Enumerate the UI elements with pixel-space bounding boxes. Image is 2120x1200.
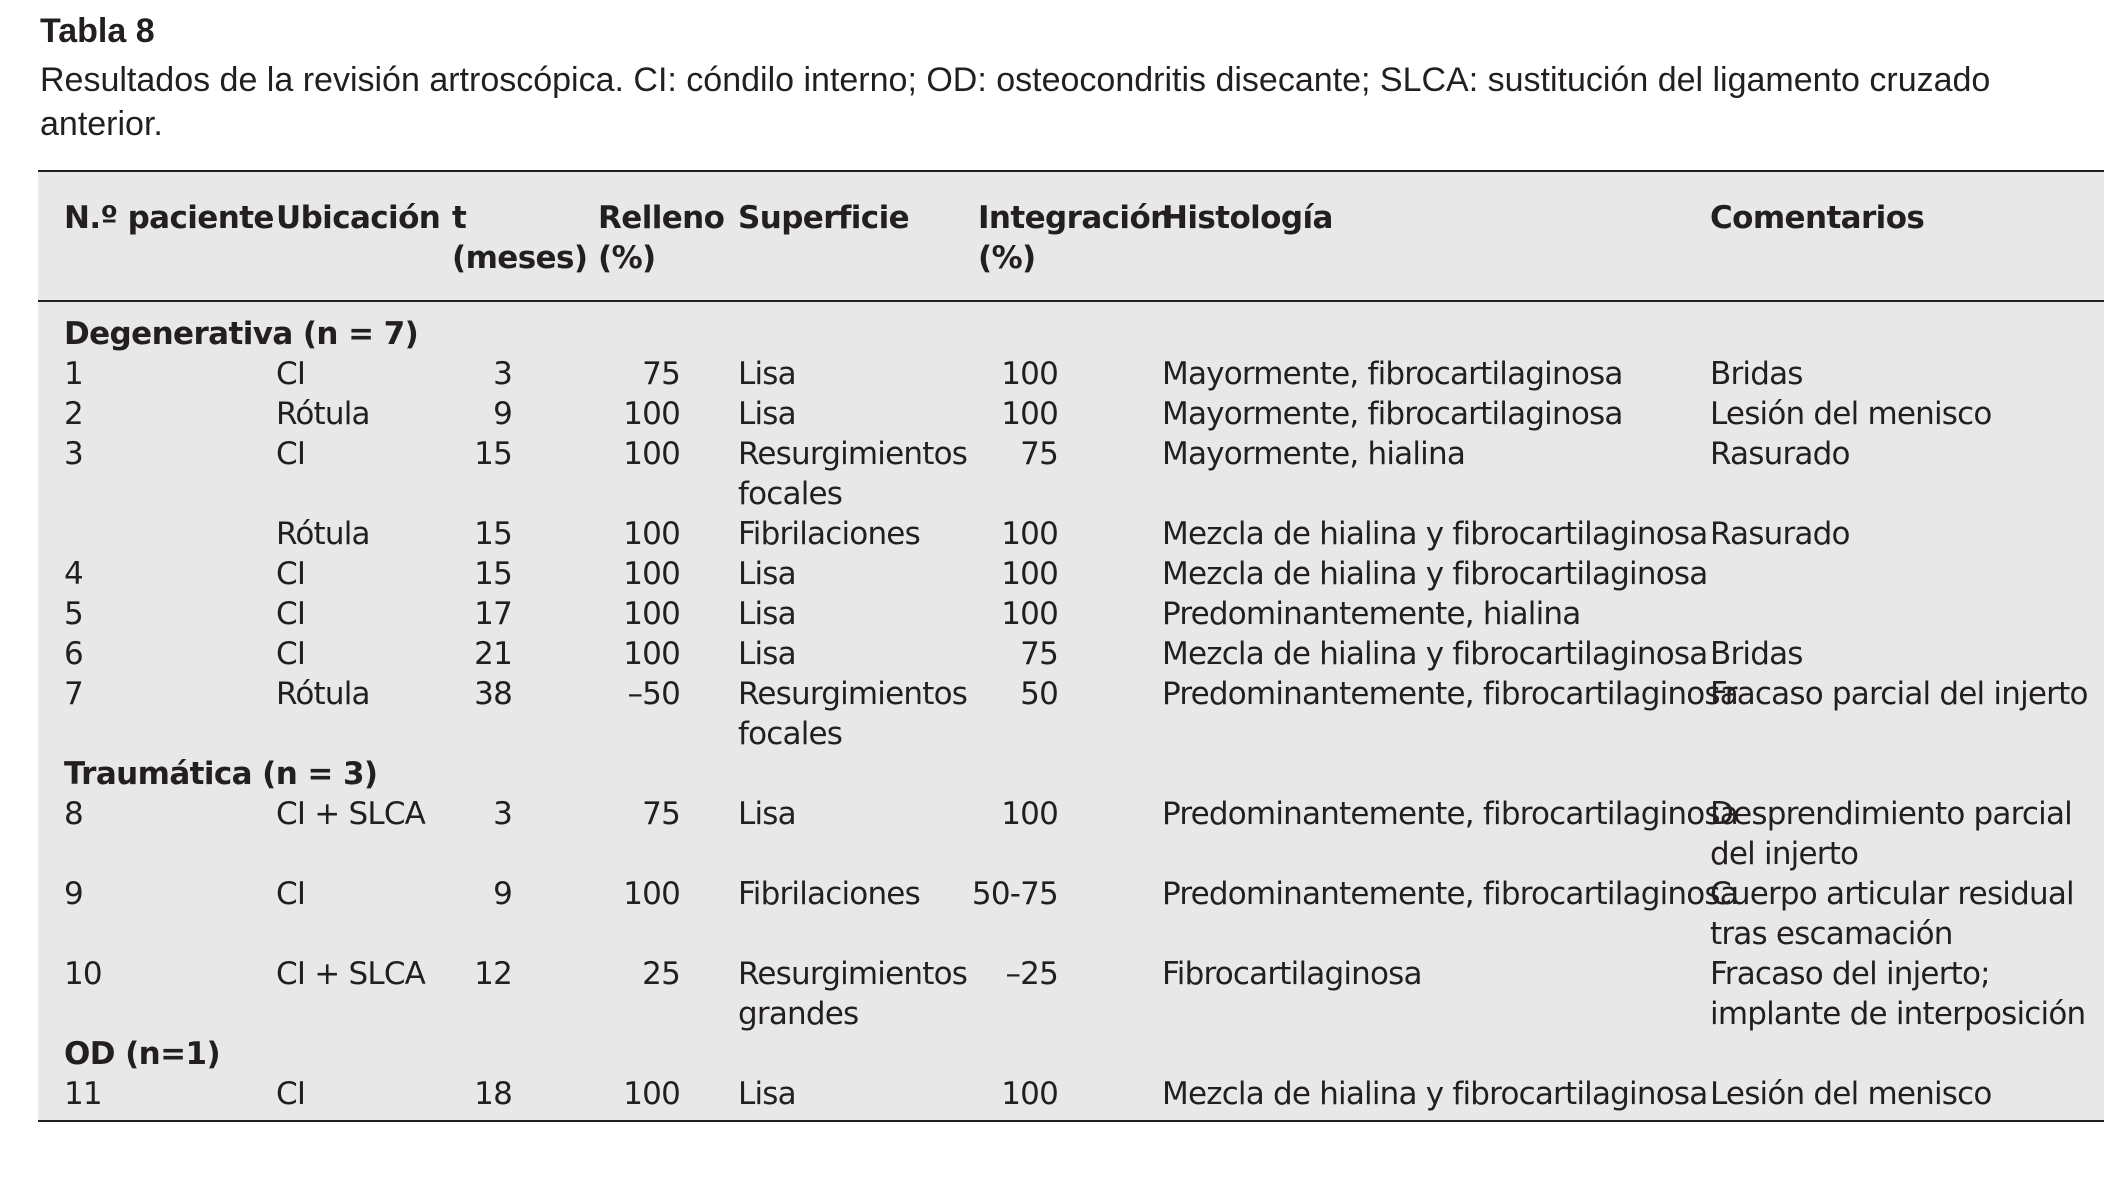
cell-integracion: 75 (1020, 636, 1058, 672)
cell-superficie: Fibrilaciones (738, 516, 920, 552)
cell-paciente: 3 (64, 436, 83, 472)
cell-relleno: 25 (642, 956, 680, 992)
cell-comentarios: Rasurado (1710, 516, 1850, 552)
cell-comentarios: Fracaso parcial del injerto (1710, 676, 2088, 712)
cell-t: 15 (474, 556, 512, 592)
cell-paciente: 6 (64, 636, 83, 672)
cell-integracion: 100 (1001, 1076, 1058, 1112)
cell-paciente: 11 (64, 1076, 102, 1112)
cell-t: 9 (493, 396, 512, 432)
cell-comentarios: Rasurado (1710, 436, 1850, 472)
cell-paciente: 2 (64, 396, 83, 432)
table-body (38, 302, 2104, 1120)
header-paciente: N.º paciente (64, 200, 274, 236)
cell-comentarios: Lesión del menisco (1710, 1076, 1992, 1112)
cell-histologia: Mayormente, fibrocartilaginosa (1162, 396, 1623, 432)
cell-ubicacion: CI (276, 636, 306, 672)
header-t (452, 198, 587, 278)
cell-relleno: 100 (623, 516, 680, 552)
cell-t: 12 (474, 956, 512, 992)
cell-superficie: Lisa (738, 636, 796, 672)
cell-comentarios: Bridas (1710, 356, 1803, 392)
cell-histologia: Mezcla de hialina y fibrocartilaginosa (1162, 636, 1708, 672)
table-row (38, 514, 2104, 554)
cell-relleno: 100 (623, 1076, 680, 1112)
header-integracion-line2: (%) (978, 240, 1036, 276)
cell-paciente: 5 (64, 596, 83, 632)
cell-paciente: 8 (64, 796, 83, 832)
cell-ubicacion: CI (276, 356, 306, 392)
cell-ubicacion: CI (276, 436, 306, 472)
cell-superficie: Resurgimientos focales (738, 676, 968, 752)
cell-superficie: Fibrilaciones (738, 876, 920, 912)
cell-superficie: Lisa (738, 556, 796, 592)
table-row (38, 674, 2104, 754)
cell-comentarios: Cuerpo articular residual tras escamación (1710, 876, 2074, 952)
header-t-line2: (meses) (452, 240, 588, 276)
cell-comentarios: Fracaso del injerto; implante de interposición (1710, 956, 2086, 1032)
cell-t: 9 (493, 876, 512, 912)
cell-integracion: 50 (1020, 676, 1058, 712)
cell-ubicacion: CI (276, 876, 306, 912)
cell-histologia: Mayormente, fibrocartilaginosa (1162, 356, 1623, 392)
table-row (38, 954, 2104, 1034)
table-header-row (38, 172, 2104, 302)
header-histologia: Histología (1162, 200, 1333, 236)
table-title: Tabla 8 (40, 12, 155, 50)
table-row (38, 874, 2104, 954)
header-ubicacion: Ubicación (276, 200, 441, 236)
cell-relleno: 100 (623, 436, 680, 472)
header-t-line1: t (452, 200, 467, 236)
cell-superficie: Resurgimientos focales (738, 436, 968, 512)
cell-comentarios: Bridas (1710, 636, 1803, 672)
header-integracion (978, 198, 1172, 278)
cell-superficie: Lisa (738, 796, 796, 832)
cell-superficie: Lisa (738, 1076, 796, 1112)
cell-superficie: Lisa (738, 396, 796, 432)
cell-ubicacion: CI + SLCA (276, 796, 426, 832)
cell-superficie: Lisa (738, 596, 796, 632)
cell-paciente: 7 (64, 676, 83, 712)
cell-t: 15 (474, 516, 512, 552)
table-row (38, 1074, 2104, 1114)
cell-integracion: –25 (1005, 956, 1058, 992)
table-row (38, 394, 2104, 434)
cell-t: 15 (474, 436, 512, 472)
cell-histologia: Fibrocartilaginosa (1162, 956, 1422, 992)
cell-t: 3 (493, 796, 512, 832)
header-superficie: Superficie (738, 200, 910, 236)
cell-t: 18 (474, 1076, 512, 1112)
cell-relleno: 100 (623, 636, 680, 672)
cell-paciente: 1 (64, 356, 83, 392)
cell-relleno: 75 (642, 796, 680, 832)
cell-integracion: 100 (1001, 556, 1058, 592)
cell-ubicacion: Rótula (276, 676, 370, 712)
cell-ubicacion: CI (276, 556, 306, 592)
cell-relleno: 100 (623, 596, 680, 632)
cell-histologia: Predominantemente, fibrocartilaginosa (1162, 876, 1738, 912)
cell-comentarios: Lesión del menisco (1710, 396, 1992, 432)
cell-superficie: Resurgimientos grandes (738, 956, 968, 1032)
cell-integracion: 50-75 (971, 876, 1058, 912)
cell-integracion: 100 (1001, 516, 1058, 552)
cell-histologia: Mezcla de hialina y fibrocartilaginosa (1162, 516, 1708, 552)
cell-comentarios: Desprendimiento parcial del injerto (1710, 796, 2072, 872)
cell-integracion: 100 (1001, 356, 1058, 392)
header-relleno-line2: (%) (598, 240, 656, 276)
group-header: OD (n=1) (64, 1036, 221, 1072)
cell-paciente: 4 (64, 556, 83, 592)
cell-histologia: Predominantemente, fibrocartilaginosa (1162, 676, 1738, 712)
cell-histologia: Predominantemente, hialina (1162, 596, 1581, 632)
cell-integracion: 100 (1001, 396, 1058, 432)
cell-paciente: 9 (64, 876, 83, 912)
table-caption: Resultados de la revisión artroscópica. CI: cóndilo interno; OD: osteocondritis disecante; SLCA: sustitución del ligamento cruzado anterior. (40, 61, 1991, 143)
header-relleno-line1: Relleno (598, 200, 725, 236)
cell-relleno: 100 (623, 876, 680, 912)
table-row (38, 634, 2104, 674)
results-table (38, 170, 2104, 1122)
table-row (38, 794, 2104, 874)
cell-integracion: 100 (1001, 796, 1058, 832)
header-integracion-line1: Integración (978, 200, 1172, 236)
cell-relleno: –50 (627, 676, 680, 712)
cell-ubicacion: CI (276, 596, 306, 632)
cell-integracion: 75 (1020, 436, 1058, 472)
cell-relleno: 100 (623, 556, 680, 592)
header-relleno (598, 198, 724, 278)
cell-ubicacion: CI (276, 1076, 306, 1112)
table-row (38, 554, 2104, 594)
cell-relleno: 75 (642, 356, 680, 392)
group-header: Degenerativa (n = 7) (64, 316, 419, 352)
cell-relleno: 100 (623, 396, 680, 432)
table-row (38, 354, 2104, 394)
cell-superficie: Lisa (738, 356, 796, 392)
cell-ubicacion: Rótula (276, 396, 370, 432)
cell-histologia: Mayormente, hialina (1162, 436, 1466, 472)
group-header: Traumática (n = 3) (64, 756, 378, 792)
header-comentarios: Comentarios (1710, 200, 1925, 236)
cell-histologia: Predominantemente, fibrocartilaginosa (1162, 796, 1738, 832)
cell-t: 17 (474, 596, 512, 632)
cell-paciente: 10 (64, 956, 102, 992)
cell-t: 21 (474, 636, 512, 672)
table-row (38, 434, 2104, 514)
cell-histologia: Mezcla de hialina y fibrocartilaginosa (1162, 1076, 1708, 1112)
table-row (38, 594, 2104, 634)
cell-ubicacion: CI + SLCA (276, 956, 426, 992)
cell-t: 38 (474, 676, 512, 712)
cell-integracion: 100 (1001, 596, 1058, 632)
cell-ubicacion: Rótula (276, 516, 370, 552)
cell-histologia: Mezcla de hialina y fibrocartilaginosa (1162, 556, 1708, 592)
cell-t: 3 (493, 356, 512, 392)
